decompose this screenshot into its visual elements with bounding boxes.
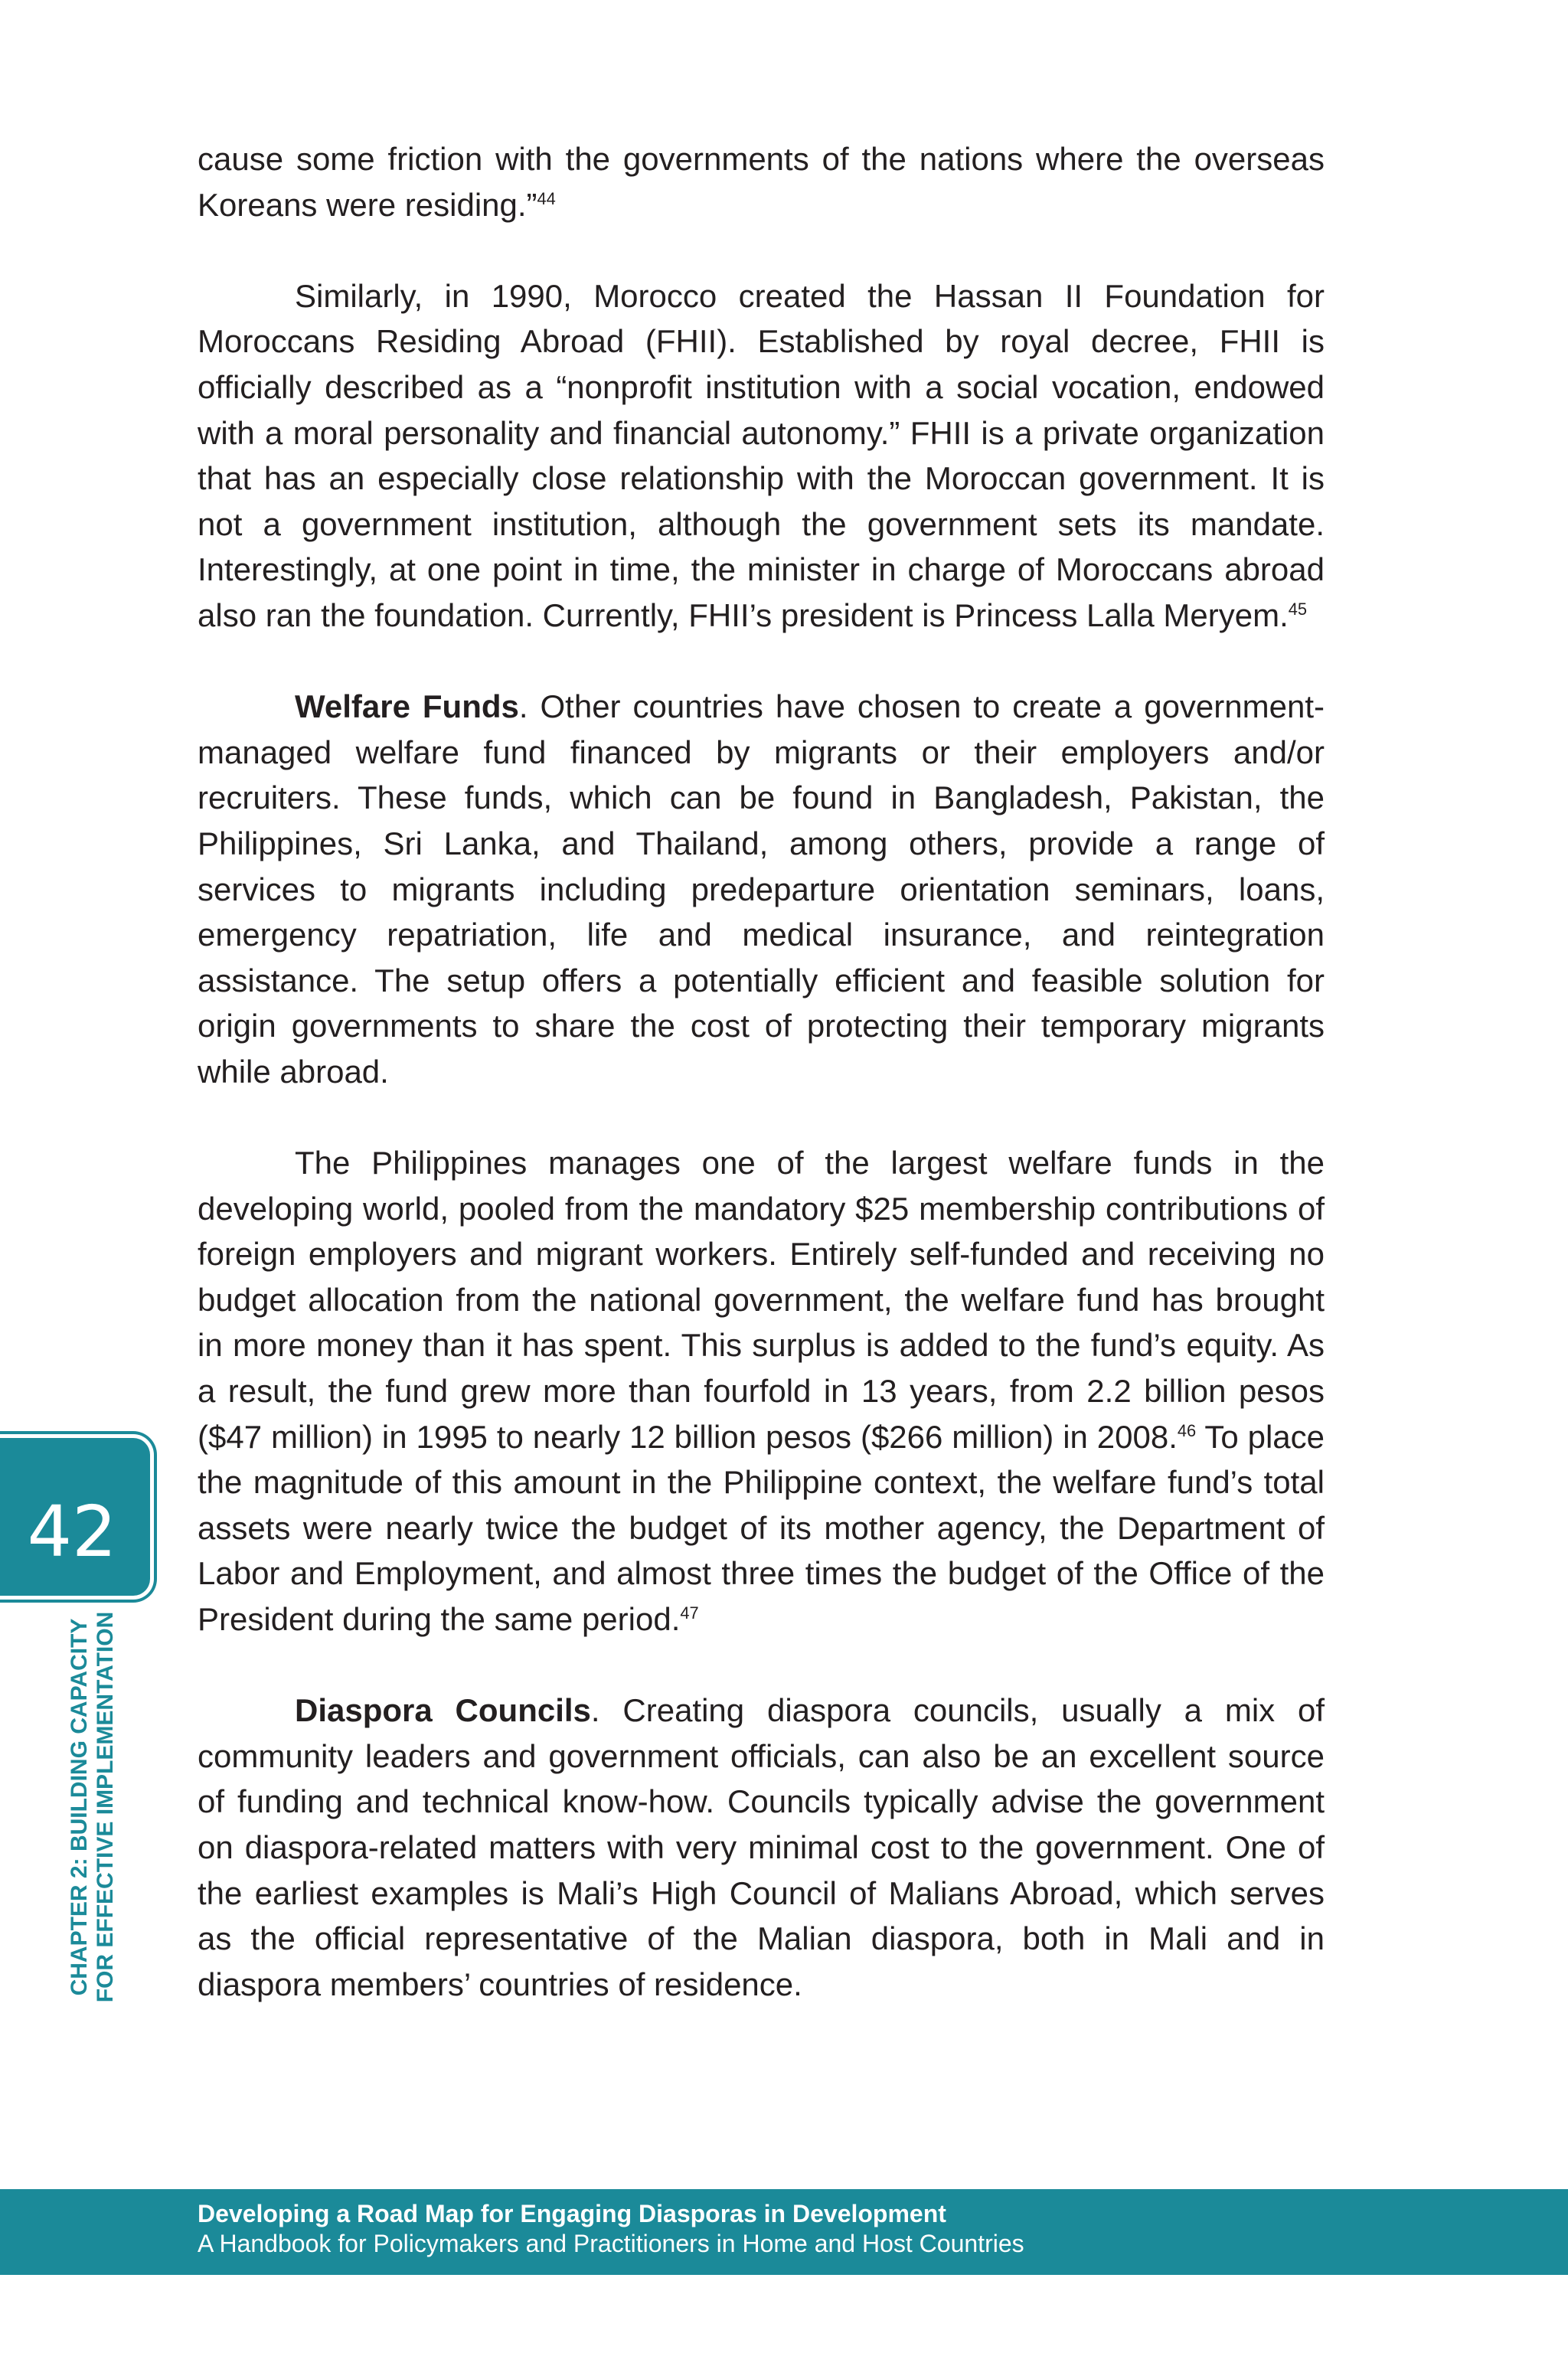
section-heading-diaspora-councils: Diaspora Councils <box>295 1692 591 1729</box>
footnote-marker: 45 <box>1288 599 1308 619</box>
paragraph <box>198 136 1325 227</box>
paragraph <box>198 1140 1325 1642</box>
chapter-label-line: FOR EFFECTIVE IMPLEMENTATION <box>93 1611 118 2003</box>
paragraph-text: . Creating diaspora councils, usually a mix of community leaders and government officials, can also be an excellent source of funding and technical know-how. Councils typically advise the government on diaspora-related matters with very minimal cost to the government. One of the earliest examples is Mali’s High Council of Malians Abroad, which serves as the official representative of the Malian diaspora, both in Mali and in diaspora members’ countries of residence. <box>198 1692 1325 2002</box>
paragraph-text: Similarly, in 1990, Morocco created the Hassan II Foundation for Moroccans Residing Abroad (FHII). Established by royal decree, FHII is officially described as a “nonprofit institution with a social vocation, endowed with a moral personality and financial autonomy.” FHII is a private organization that has an especially close relationship with the Moroccan government. It is not a government institution, although the government sets its mandate. Interestingly, at one point in time, the minister in charge of Moroccans abroad also ran the foundation. Currently, FHII’s president is Princess Lalla Meryem. <box>198 277 1325 633</box>
footnote-marker: 46 <box>1177 1420 1197 1440</box>
section-heading-welfare-funds: Welfare Funds <box>295 688 519 725</box>
body-text <box>198 136 1325 2007</box>
paragraph-text: cause some friction with the governments of the nations where the overseas Koreans were residing.” <box>198 141 1325 223</box>
paragraph-text: The Philippines manages one of the largest welfare funds in the developing world, pooled from the mandatory $25 membership contributions of foreign employers and migrant workers. Entirely self-funded and receiving no budget allocation from the national government, the welfare fund has brought in more money than it has spent. This surplus is added to the fund’s equity. As a result, the fund grew more than fourfold in 13 years, from 2.2 billion pesos ($47 million) in 1995 to nearly 12 billion pesos ($266 million) in 2008. <box>198 1145 1325 1455</box>
footer-title: Developing a Road Map for Engaging Diasporas in Development <box>198 2200 946 2227</box>
chapter-label-line: CHAPTER 2: BUILDING CAPACITY <box>67 1618 92 1996</box>
paragraph <box>198 273 1325 639</box>
paragraph <box>198 1688 1325 2007</box>
paragraph-text: . Other countries have chosen to create a government-managed welfare fund financed by migrants or their employers and/or recruiters. These funds, which can be found in Bangladesh, Pakistan, the Philippines, Sri Lanka, and Thailand, among others, provide a range of services to migrants including predeparture orientation seminars, loans, emergency repatriation, life and medical insurance, and reintegration assistance. The setup offers a potentially efficient and feasible solution for origin governments to share the cost of protecting their temporary migrants while abroad. <box>198 688 1325 1090</box>
chapter-label <box>67 1608 119 2006</box>
paragraph-text: To place the magnitude of this amount in the Philippine context, the welfare fund’s total assets were nearly twice the budget of its mother agency, the Department of Labor and Employment, and almost three times the budget of the Office of the President during the same period. <box>198 1418 1325 1637</box>
paragraph <box>198 684 1325 1094</box>
footnote-marker: 44 <box>537 188 556 208</box>
footnote-marker: 47 <box>680 1603 699 1623</box>
footer-subtitle: A Handbook for Policymakers and Practitioners in Home and Host Countries <box>198 2230 1024 2257</box>
page-number: 42 <box>27 1491 117 1573</box>
